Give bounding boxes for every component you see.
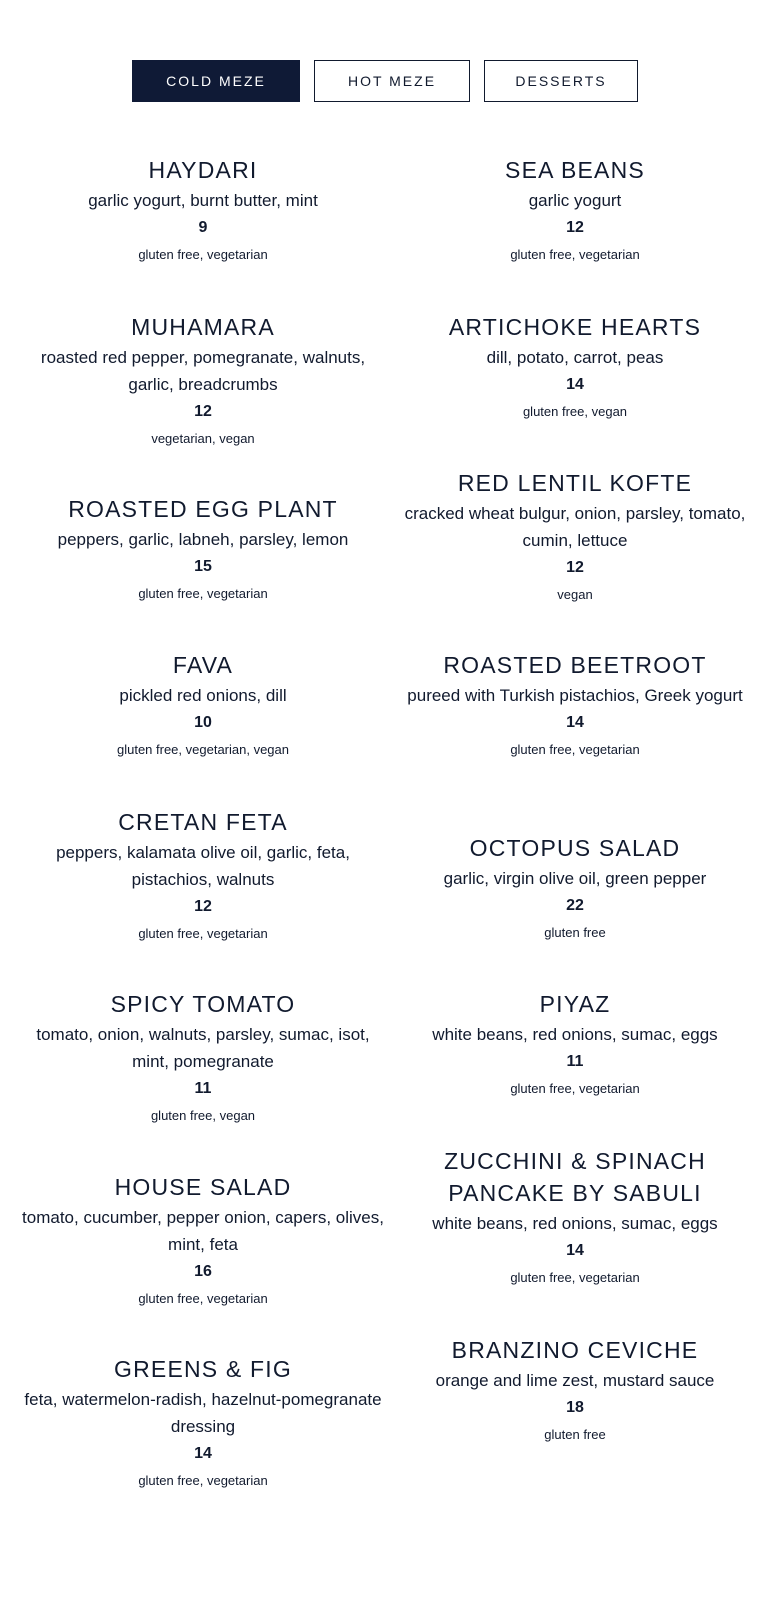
item-name: PIYAZ [539,991,611,1017]
item-price: 11 [566,1053,584,1070]
tab-hot-meze[interactable]: HOT MEZE [314,60,470,102]
item-dietary-tags: gluten free, vegetarian [510,742,640,757]
menu-item [18,493,388,608]
item-name: SPICY TOMATO [110,991,296,1017]
menu-item [390,649,760,764]
item-dietary-tags: vegetarian, vegan [151,431,255,446]
item-price: 22 [566,897,584,914]
menu-item [18,988,388,1130]
item-description: garlic yogurt [528,191,622,210]
menu-item [390,988,760,1103]
item-price: 12 [566,219,584,236]
item-name: FAVA [172,652,234,678]
item-name: GREENS & FIG [114,1356,292,1382]
tab-desserts[interactable]: DESSERTS [484,60,638,102]
item-price: 16 [194,1263,212,1280]
item-description: peppers, garlic, labneh, parsley, lemon [57,530,349,549]
item-name: BRANZINO CEVICHE [451,1337,699,1363]
item-description: white beans, red onions, sumac, eggs [432,1025,718,1044]
item-dietary-tags: gluten free [544,925,606,940]
item-description: pickled red onions, dill [119,686,287,705]
item-description: white beans, red onions, sumac, eggs [432,1214,718,1233]
item-dietary-tags: gluten free, vegetarian [510,247,640,262]
item-price: 12 [194,898,212,915]
tab-cold-meze[interactable]: COLD MEZE [132,60,300,102]
item-price: 11 [194,1080,212,1097]
item-price: 14 [566,714,584,731]
item-price: 10 [194,714,212,731]
item-dietary-tags: gluten free, vegetarian [138,1473,268,1488]
menu-item [18,154,388,269]
menu-item [390,311,760,426]
menu-item [18,806,388,948]
item-description: garlic yogurt, burnt butter, mint [88,191,318,210]
item-dietary-tags: gluten free, vegetarian [138,926,268,941]
menu-item [18,1353,388,1495]
item-description: feta, watermelon-radish, hazelnut-pomegranate dressing [24,1390,382,1436]
item-name: ZUCCHINI & SPINACH PANCAKE BY SABULI [444,1148,706,1206]
item-price: 9 [198,219,208,236]
item-name: CRETAN FETA [118,809,288,835]
item-name: ROASTED BEETROOT [443,652,707,678]
menu-item [390,832,760,947]
item-description: dill, potato, carrot, peas [486,348,664,367]
menu-item [390,467,760,609]
item-price: 14 [194,1445,212,1462]
item-dietary-tags: gluten free, vegetarian [138,586,268,601]
item-name: HOUSE SALAD [114,1174,292,1200]
item-name: HAYDARI [148,157,258,183]
menu-item [390,1145,760,1292]
menu-item [18,1171,388,1313]
item-dietary-tags: gluten free, vegetarian [510,1270,640,1285]
item-description: roasted red pepper, pomegranate, walnuts, garlic, breadcrumbs [40,348,366,394]
item-price: 14 [566,1242,584,1259]
item-dietary-tags: gluten free, vegan [522,404,628,419]
item-price: 18 [566,1399,584,1416]
menu-item [390,154,760,269]
item-description: orange and lime zest, mustard sauce [435,1371,715,1390]
item-price: 12 [566,559,584,576]
item-dietary-tags: gluten free, vegetarian, vegan [116,742,289,757]
item-dietary-tags: gluten free [544,1427,606,1442]
menu-item [18,311,388,453]
item-name: SEA BEANS [505,157,645,183]
menu-item [18,649,388,764]
item-dietary-tags: gluten free, vegan [150,1108,256,1123]
item-name: MUHAMARA [131,314,275,340]
item-name: RED LENTIL KOFTE [457,470,693,496]
item-dietary-tags: vegan [557,587,593,602]
item-description: tomato, cucumber, pepper onion, capers, olives, mint, feta [22,1208,384,1254]
item-price: 14 [566,376,584,393]
item-name: ARTICHOKE HEARTS [448,314,702,340]
item-description: cracked wheat bulgur, onion, parsley, tomato, cumin, lettuce [404,504,746,550]
item-name: OCTOPUS SALAD [469,835,681,861]
item-dietary-tags: gluten free, vegetarian [138,1291,268,1306]
item-description: garlic, virgin olive oil, green pepper [443,869,707,888]
menu-item [390,1334,760,1449]
item-description: pureed with Turkish pistachios, Greek yogurt [407,686,743,705]
menu-category-tabs [0,60,770,102]
item-dietary-tags: gluten free, vegetarian [138,247,268,262]
item-description: peppers, kalamata olive oil, garlic, feta, pistachios, walnuts [56,843,350,889]
item-price: 15 [194,558,212,575]
item-price: 12 [194,403,212,420]
item-description: tomato, onion, walnuts, parsley, sumac, isot, mint, pomegranate [36,1025,370,1071]
item-name: ROASTED EGG PLANT [68,496,338,522]
item-dietary-tags: gluten free, vegetarian [510,1081,640,1096]
